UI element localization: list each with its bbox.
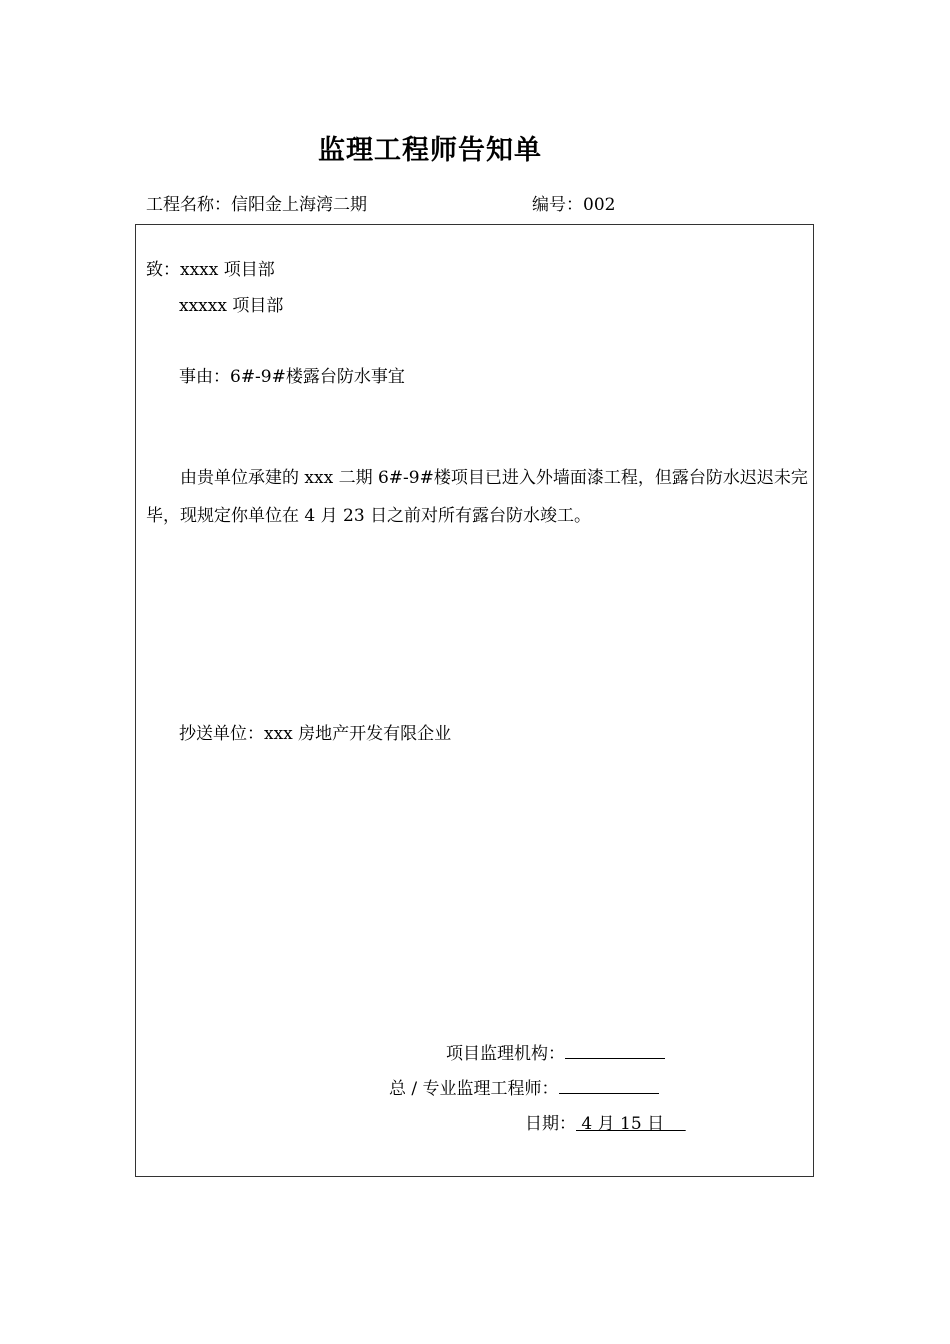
- recipient-line-2: xxxxx 项目部: [179, 296, 284, 316]
- cc-line: 抄送单位：xxx 房地产开发有限企业: [179, 724, 452, 744]
- supervision-org-label: 项目监理机构：: [446, 1044, 565, 1064]
- supervision-org-blank: [565, 1042, 665, 1059]
- subject-line: 事由：6#-9#楼露台防水事宜: [179, 367, 405, 387]
- engineer-label: 总 / 专业监理工程师：: [389, 1079, 559, 1099]
- date-row: [525, 1109, 686, 1134]
- notice-body: 由贵单位承建的 xxx 二期 6#-9#楼项目已进入外墙面漆工程，但露台防水迟迟未完毕，现规定你单位在 4 月 23 日之前对所有露台防水竣工。: [146, 468, 808, 526]
- supervision-org-row: [446, 1039, 665, 1064]
- recipient-line-1: 致：xxxx 项目部: [146, 260, 275, 280]
- date-label: 日期：: [525, 1114, 576, 1134]
- notice-frame: [135, 224, 814, 1177]
- engineer-row: [389, 1074, 659, 1099]
- page-title: 监理工程师告知单: [318, 135, 542, 166]
- document-number: 编号：002: [532, 195, 616, 215]
- project-name: 工程名称：信阳金上海湾二期: [146, 195, 367, 215]
- engineer-signature-blank: [559, 1077, 659, 1094]
- date-value: 4 月 15 日: [576, 1114, 686, 1134]
